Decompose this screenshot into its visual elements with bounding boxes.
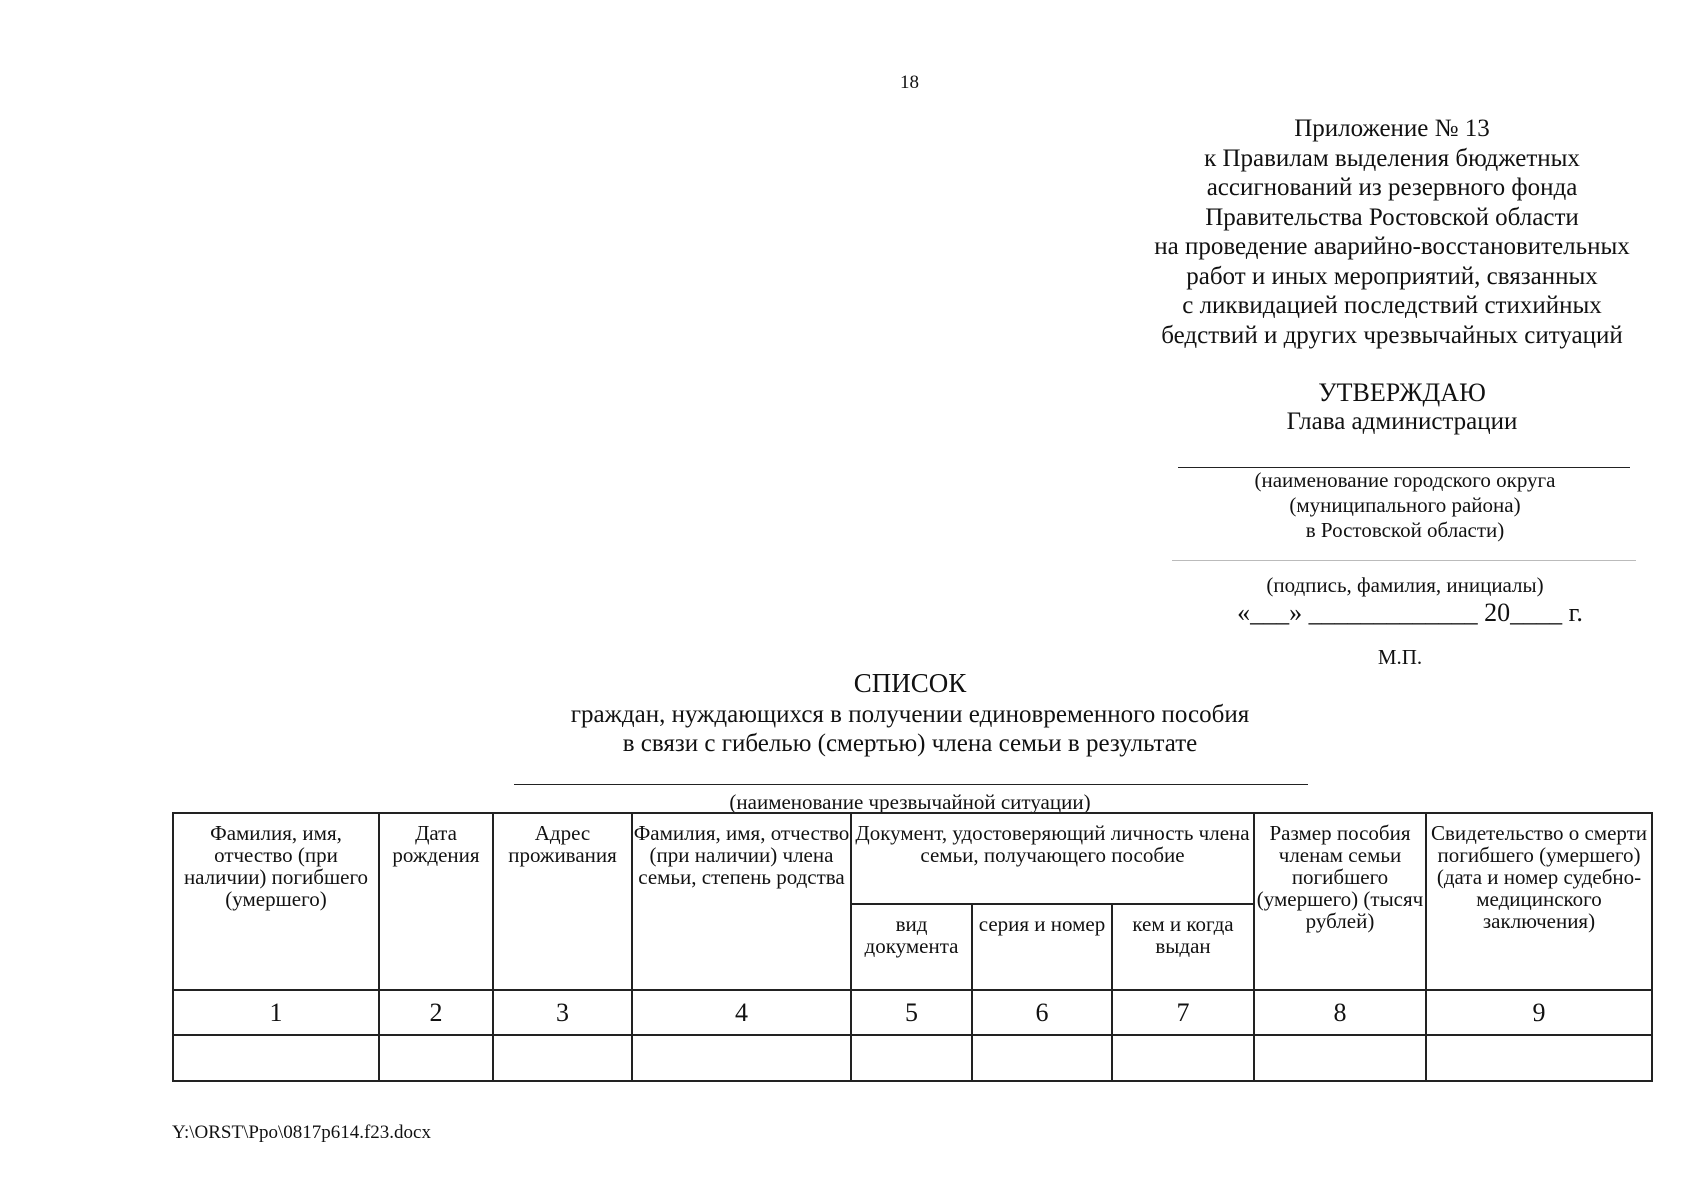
citizens-table [172, 812, 1653, 1082]
column-number: 8 [1254, 990, 1426, 1035]
empty-cell [493, 1035, 632, 1081]
appendix-line: Приложение № 13 [1294, 115, 1490, 142]
municipality-caption [1170, 468, 1640, 543]
column-number: 3 [493, 990, 632, 1035]
empty-cell [1254, 1035, 1426, 1081]
empty-cell [173, 1035, 379, 1081]
approval-head: Глава администрации [1286, 408, 1518, 435]
signature-caption: (подпись, фамилия, инициалы) [1266, 573, 1544, 597]
empty-cell [379, 1035, 493, 1081]
column-number: 2 [379, 990, 493, 1035]
signature-line [1172, 560, 1636, 561]
table-row [173, 1035, 1652, 1081]
appendix-line: работ и иных мероприятий, связанных [1186, 262, 1598, 290]
emergency-caption: (наименование чрезвычайной ситуации) [729, 790, 1091, 814]
column-number: 6 [972, 990, 1112, 1035]
empty-cell [851, 1035, 972, 1081]
appendix-line: ассигнований из резервного фонда [1206, 174, 1578, 201]
appendix-line: Правительства Ростовской области [1205, 203, 1579, 231]
empty-cell [632, 1035, 851, 1081]
header-deceased-name: Фамилия, имя, отчество (при наличии) погибшего (умершего) [173, 813, 379, 990]
subtitle-line: в связи с гибелью (смертью) члена семьи в результате [622, 730, 1198, 757]
caption-line: (муниципального района) [1289, 493, 1521, 517]
list-title: СПИСОК [853, 668, 967, 698]
empty-cell [1426, 1035, 1652, 1081]
caption-line: в Ростовской области) [1305, 518, 1505, 542]
header-birth-date: Дата рождения [379, 813, 493, 990]
header-series-number: серия и номер [972, 904, 1112, 990]
page-number: 18 [900, 72, 919, 93]
header-allowance-amount: Размер пособия членам семьи погибшего (умершего) (тысяч рублей) [1254, 813, 1426, 990]
header-address: Адрес проживания [493, 813, 632, 990]
stamp-place: М.П. [1377, 645, 1423, 669]
column-number: 7 [1112, 990, 1254, 1035]
column-number: 4 [632, 990, 851, 1035]
appendix-header [1092, 114, 1692, 350]
emergency-line [514, 784, 1308, 785]
appendix-line: бедствий и других чрезвычайных ситуаций [1161, 321, 1623, 349]
column-number: 1 [173, 990, 379, 1035]
column-number: 5 [851, 990, 972, 1035]
header-family-member: Фамилия, имя, отчество (при наличии) члена семьи, степень родства [632, 813, 851, 990]
appendix-line: на проведение аварийно-восстановительных [1154, 233, 1630, 260]
appendix-line: с ликвидацией последствий стихийных [1182, 292, 1602, 319]
caption-line: (наименование городского округа [1254, 468, 1556, 492]
empty-cell [972, 1035, 1112, 1081]
header-document-type: вид документа [851, 904, 972, 990]
approval-date-line: «___» _____________ 20____ г. [1237, 598, 1583, 627]
header-death-certificate: Свидетельство о смерти погибшего (умершего) (дата и номер судебно-медицинского заключения) [1426, 813, 1652, 990]
appendix-line: к Правилам выделения бюджетных [1204, 144, 1580, 172]
file-path-footer: Y:\ORST\Ppo\0817p614.f23.docx [172, 1122, 431, 1143]
header-issued-by: кем и когда выдан [1112, 904, 1254, 990]
column-number: 9 [1426, 990, 1652, 1035]
list-subtitle [300, 700, 1520, 758]
empty-cell [1112, 1035, 1254, 1081]
column-numbers-row [173, 990, 1652, 1035]
header-identity-document: Документ, удостоверяющий личность члена семьи, получающего пособие [851, 813, 1254, 904]
approval-title: УТВЕРЖДАЮ [1318, 378, 1486, 407]
subtitle-line: граждан, нуждающихся в получении единовременного пособия [570, 701, 1250, 728]
